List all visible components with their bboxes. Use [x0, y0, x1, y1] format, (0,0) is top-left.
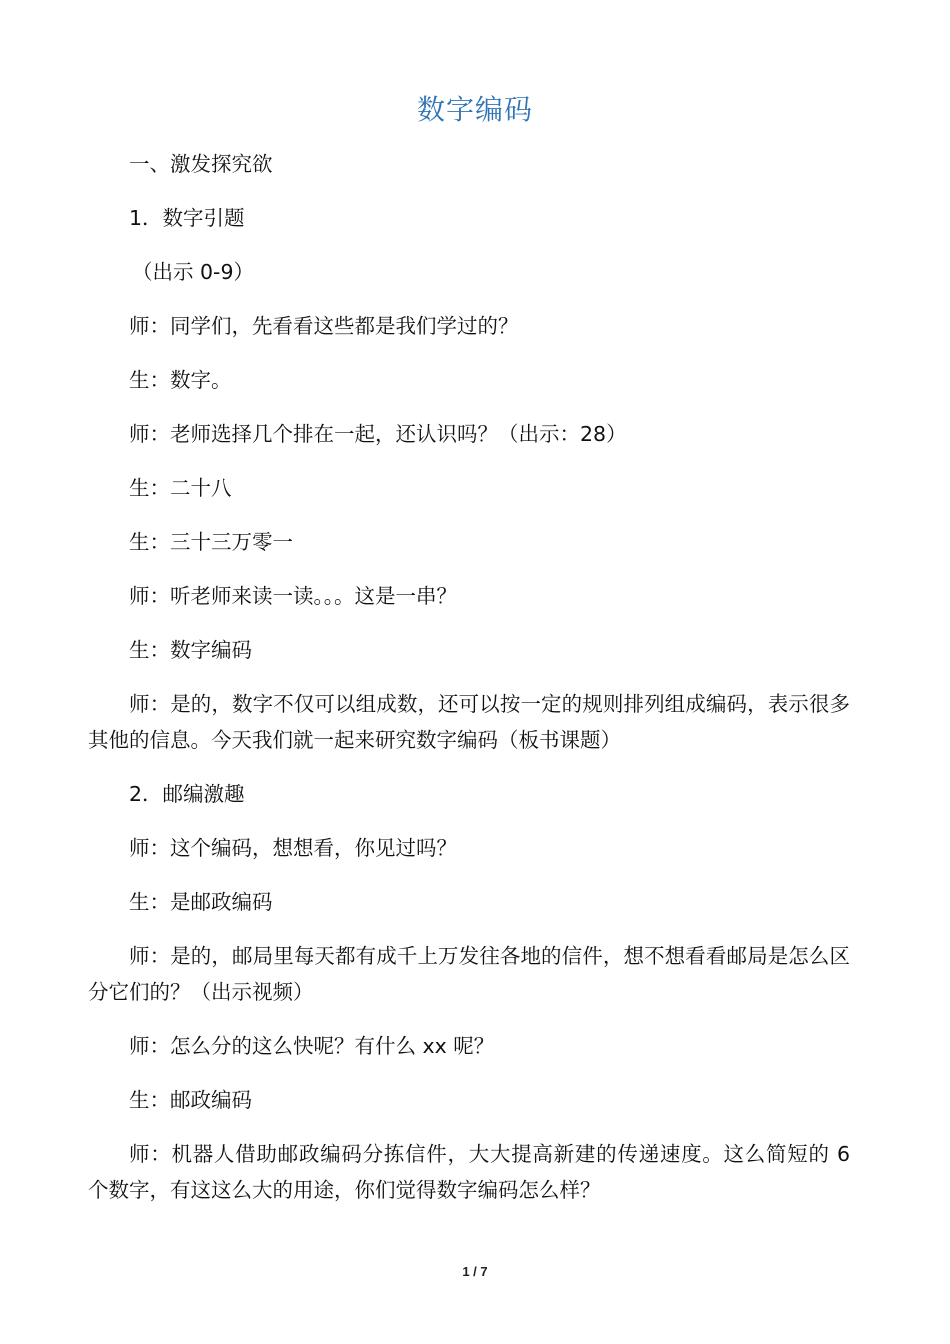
paragraph: 师：怎么分的这么快呢？有什么 xx 呢？	[129, 1034, 495, 1058]
paragraph: 师：老师选择几个排在一起，还认识吗？（出示：28）	[129, 422, 627, 446]
paragraph: 师：机器人借助邮政编码分拣信件，大大提高新建的传递速度。这么简短的 6 个数字，有这这么大的用途，你们觉得数字编码怎么样？	[88, 1142, 850, 1202]
paragraph: 生：二十八	[129, 476, 232, 500]
paragraph: 师：是的，邮局里每天都有成千上万发往各地的信件，想不想看看邮局是怎么区分它们的？（出示视频）	[88, 944, 850, 1004]
paragraph: 师：听老师来读一读。。。这是一串？	[129, 584, 457, 608]
paragraph: 师：是的，数字不仅可以组成数，还可以按一定的规则排列组成编码，表示很多其他的信息。今天我们就一起来研究数字编码（板书课题）	[88, 692, 850, 752]
paragraph: 生：邮政编码	[129, 1088, 252, 1112]
subsection-heading: 2．邮编激趣	[129, 782, 245, 806]
paragraph: 生：数字。	[129, 368, 232, 392]
paragraph: 师：同学们，先看看这些都是我们学过的？	[129, 314, 519, 338]
page-number: 1 / 7	[462, 1264, 488, 1279]
section-heading: 一、激发探究欲	[129, 152, 273, 176]
subsection-heading: 1．数字引题	[129, 206, 245, 230]
paragraph: 生：三十三万零一	[129, 530, 293, 554]
document-title: 数字编码	[416, 93, 533, 126]
paragraph: 师：这个编码，想想看，你见过吗？	[129, 836, 457, 860]
paragraph: 生：是邮政编码	[129, 890, 273, 914]
paragraph: （出示 0-9）	[132, 260, 254, 284]
document-body	[88, 146, 850, 1226]
paragraph: 生：数字编码	[129, 638, 252, 662]
